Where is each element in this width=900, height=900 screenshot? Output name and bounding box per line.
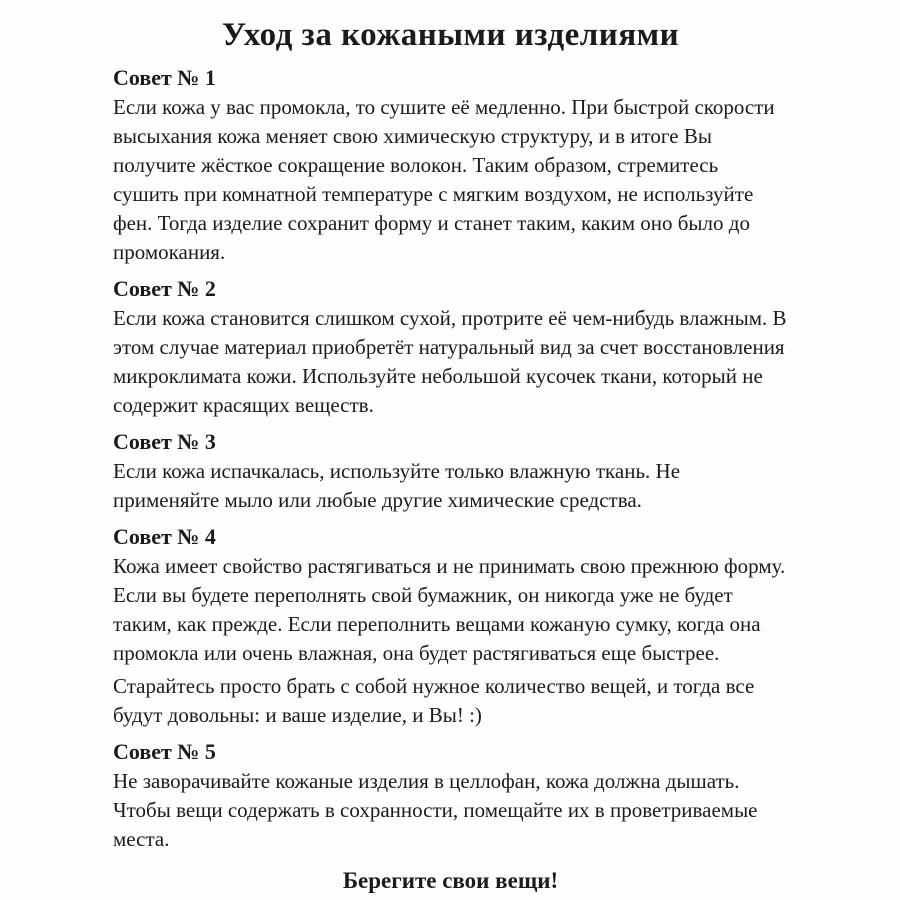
tip-heading: Совет № 5 <box>113 739 216 764</box>
tip-heading: Совет № 2 <box>113 276 216 301</box>
tip-heading: Совет № 1 <box>113 65 216 90</box>
page-title: Уход за кожаными изделиями <box>221 17 680 53</box>
tip-paragraph: Кожа имеет свойство растягиваться и не принимать свою прежнюю форму. Если вы будете переполнять свой бумажник, он никогда уже не будет таким, как прежде. Если переполнить вещами кожаную сумку, когда она промокла или очень влажная, она будет растягиваться еще быстрее. <box>113 554 786 665</box>
tip-section <box>113 276 788 420</box>
tip-section <box>113 65 788 267</box>
tips-container <box>113 65 788 854</box>
tip-heading: Совет № 4 <box>113 524 216 549</box>
tip-section <box>113 429 788 515</box>
tip-section <box>113 739 788 854</box>
tip-section <box>113 524 788 730</box>
tip-paragraph: Если кожа становится слишком сухой, протрите её чем-нибудь влажным. В этом случае материал приобретёт натуральный вид за счет восстановления микроклимата кожи. Используйте небольшой кусочек ткани, который не содержит красящих веществ. <box>113 306 787 417</box>
tip-heading: Совет № 3 <box>113 429 216 454</box>
tip-paragraph: Если кожа испачкалась, используйте только влажную ткань. Не применяйте мыло или любые другие химические средства. <box>113 459 681 512</box>
footer-text: Берегите свои вещи! <box>342 868 559 893</box>
tip-paragraph: Не заворачивайте кожаные изделия в целлофан, кожа должна дышать. Чтобы вещи содержать в сохранности, помещайте их в проветриваемые места. <box>113 769 758 851</box>
tip-paragraph: Старайтесь просто брать с собой нужное количество вещей, и тогда все будут довольны: и ваше изделие, и Вы! :) <box>113 674 755 727</box>
tip-paragraph: Если кожа у вас промокла, то сушите её медленно. При быстрой скорости высыхания кожа меняет свою химическую структуру, и в итоге Вы получите жёсткое сокращение волокон. Таким образом, стремитесь сушить при комнатной температуре с мягким воздухом, не используйте фен. Тогда изделие сохранит форму и станет таким, каким оно было до промокания. <box>113 95 775 264</box>
